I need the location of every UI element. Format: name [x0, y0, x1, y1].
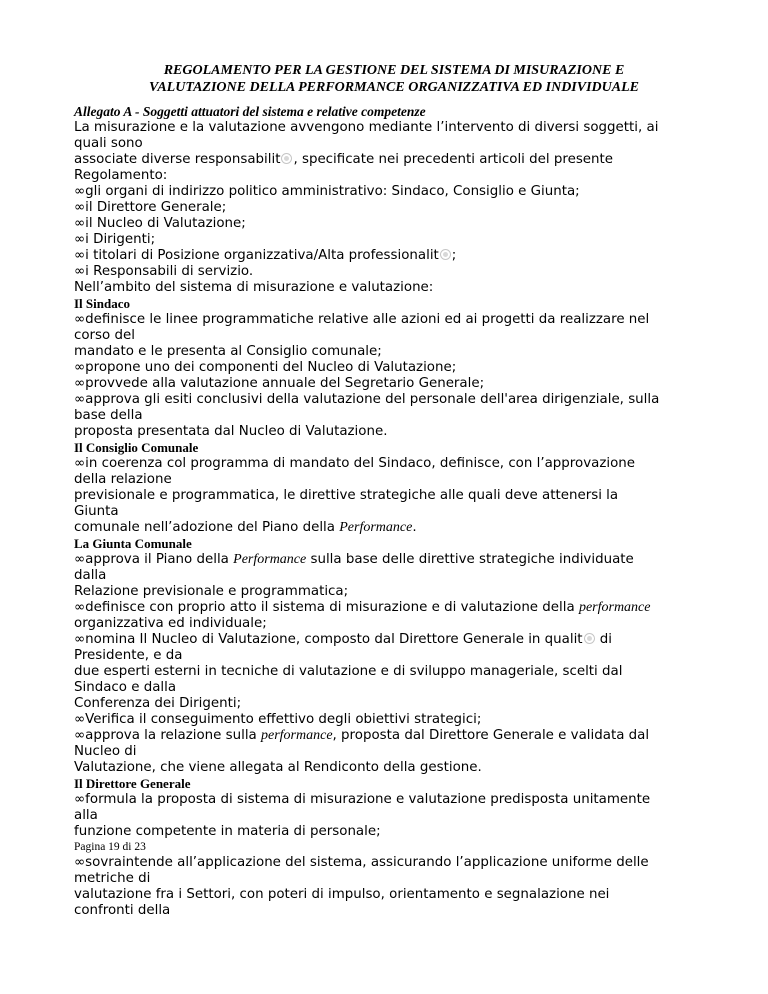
bullet-icon: ∞: [74, 232, 86, 247]
bullet-icon: ∞: [74, 792, 86, 807]
section-heading-sindaco: Il Sindaco: [74, 296, 130, 311]
intro-line: La misurazione e la valutazione avvengono mediante l’intervento di diversi soggetti, ai: [74, 120, 659, 135]
bullet-icon: ∞: [74, 552, 86, 567]
paragraph-line: della relazione: [74, 472, 172, 487]
list-item: ∞propone uno dei componenti del Nucleo di Valutazione;: [74, 360, 457, 375]
list-item: ∞in coerenza col programma di mandato del Sindaco, definisce, con l’approvazione: [74, 456, 636, 471]
page-number: Pagina 19 di 23: [74, 841, 146, 853]
section-heading-consiglio: Il Consiglio Comunale: [74, 440, 199, 455]
paragraph-line: due esperti esterni in tecniche di valutazione e di sviluppo manageriale, scelti dal: [74, 664, 623, 679]
list-item: ∞i Responsabili di servizio.: [74, 264, 254, 279]
performance-term: performance: [261, 728, 333, 743]
paragraph-line: Sindaco e dalla: [74, 680, 177, 695]
paragraph-line: Nell’ambito del sistema di misurazione e valutazione:: [74, 280, 434, 295]
bullet-icon: ∞: [74, 632, 86, 647]
list-item: ∞definisce con proprio atto il sistema di misurazione e di valutazione della performance: [74, 600, 651, 615]
list-item: ∞i titolari di Posizione organizzativa/Alta professionalit ;: [74, 248, 457, 263]
paragraph-line: confronti della: [74, 903, 171, 918]
bullet-icon: ∞: [74, 264, 86, 279]
missing-glyph-icon: [281, 153, 292, 164]
list-item: ∞approva la relazione sulla performance, proposta dal Direttore Generale e validata dal: [74, 728, 650, 743]
paragraph-line: proposta presentata dal Nucleo di Valutazione.: [74, 424, 388, 439]
list-item: ∞nomina Il Nucleo di Valutazione, composto dal Direttore Generale in qualit di: [74, 632, 613, 647]
section-heading-direttore: Il Direttore Generale: [74, 776, 191, 791]
list-item: ∞gli organi di indirizzo politico amministrativo: Sindaco, Consiglio e Giunta;: [74, 184, 580, 199]
missing-glyph-icon: [584, 633, 595, 644]
title-line-2: VALUTAZIONE DELLA PERFORMANCE ORGANIZZATIVA ED INDIVIDUALE: [149, 80, 639, 95]
bullet-icon: ∞: [74, 600, 86, 615]
list-item: ∞Verifica il conseguimento effettivo degli obiettivi strategici;: [74, 712, 482, 727]
paragraph-line: corso del: [74, 328, 135, 343]
paragraph-line: Giunta: [74, 504, 119, 519]
list-item: ∞approva gli esiti conclusivi della valutazione del personale dell'area dirigenziale, sulla: [74, 392, 660, 407]
bullet-icon: ∞: [74, 392, 86, 407]
paragraph-line: Presidente, e da: [74, 648, 183, 663]
bullet-icon: ∞: [74, 248, 86, 263]
list-item: ∞il Direttore Generale;: [74, 200, 227, 215]
bullet-icon: ∞: [74, 712, 86, 727]
missing-glyph-icon: [440, 249, 451, 260]
paragraph-line: valutazione fra i Settori, con poteri di impulso, orientamento e segnalazione nei: [74, 887, 610, 902]
paragraph-line: Valutazione, che viene allegata al Rendiconto della gestione.: [74, 760, 482, 775]
bullet-icon: ∞: [74, 855, 86, 870]
list-item: ∞il Nucleo di Valutazione;: [74, 216, 246, 231]
performance-term: Performance: [339, 520, 413, 535]
paragraph-line: Conferenza dei Dirigenti;: [74, 696, 242, 711]
list-item: ∞definisce le linee programmatiche relative alle azioni ed ai progetti da realizzare nel: [74, 312, 650, 327]
paragraph-line: Nucleo di: [74, 744, 137, 759]
paragraph-line: previsionale e programmatica, le direttive strategiche alle quali deve attenersi la: [74, 488, 619, 503]
bullet-icon: ∞: [74, 728, 86, 743]
title-line-1: REGOLAMENTO PER LA GESTIONE DEL SISTEMA DI MISURAZIONE E: [163, 63, 625, 78]
document-page: [74, 62, 714, 919]
bullet-icon: ∞: [74, 184, 86, 199]
paragraph-line: funzione competente in materia di personale;: [74, 824, 381, 839]
intro-line: Regolamento:: [74, 168, 168, 183]
paragraph-line: metriche di: [74, 871, 151, 886]
bullet-icon: ∞: [74, 312, 86, 327]
list-item: ∞provvede alla valutazione annuale del Segretario Generale;: [74, 376, 485, 391]
paragraph-line: organizzativa ed individuale;: [74, 616, 267, 631]
bullet-icon: ∞: [74, 456, 86, 471]
list-item: ∞formula la proposta di sistema di misurazione e valutazione predisposta unitamente: [74, 792, 651, 807]
paragraph-line: Relazione previsionale e programmatica;: [74, 584, 349, 599]
bullet-icon: ∞: [74, 376, 86, 391]
performance-term: Performance: [233, 552, 307, 567]
paragraph-line: mandato e le presenta al Consiglio comunale;: [74, 344, 382, 359]
intro-line: associate diverse responsabilit , specificate nei precedenti articoli del presente: [74, 152, 614, 167]
paragraph-line: base della: [74, 408, 143, 423]
bullet-icon: ∞: [74, 360, 86, 375]
list-item: ∞i Dirigenti;: [74, 232, 156, 247]
attachment-heading: Allegato A - Soggetti attuatori del sistema e relative competenze: [74, 104, 426, 119]
performance-term: performance: [578, 600, 651, 615]
document-title: [74, 62, 714, 96]
bullet-icon: ∞: [74, 216, 86, 231]
list-item: ∞approva il Piano della Performance sulla base delle direttive strategiche individuate: [74, 552, 634, 567]
list-item: ∞sovraintende all’applicazione del sistema, assicurando l’applicazione uniforme delle: [74, 855, 649, 870]
bullet-icon: ∞: [74, 200, 86, 215]
intro-line: quali sono: [74, 136, 143, 151]
paragraph-line: alla: [74, 808, 98, 823]
paragraph-line: dalla: [74, 568, 107, 583]
paragraph-line: comunale nell’adozione del Piano della Performance.: [74, 520, 417, 535]
section-heading-giunta: La Giunta Comunale: [74, 536, 192, 551]
